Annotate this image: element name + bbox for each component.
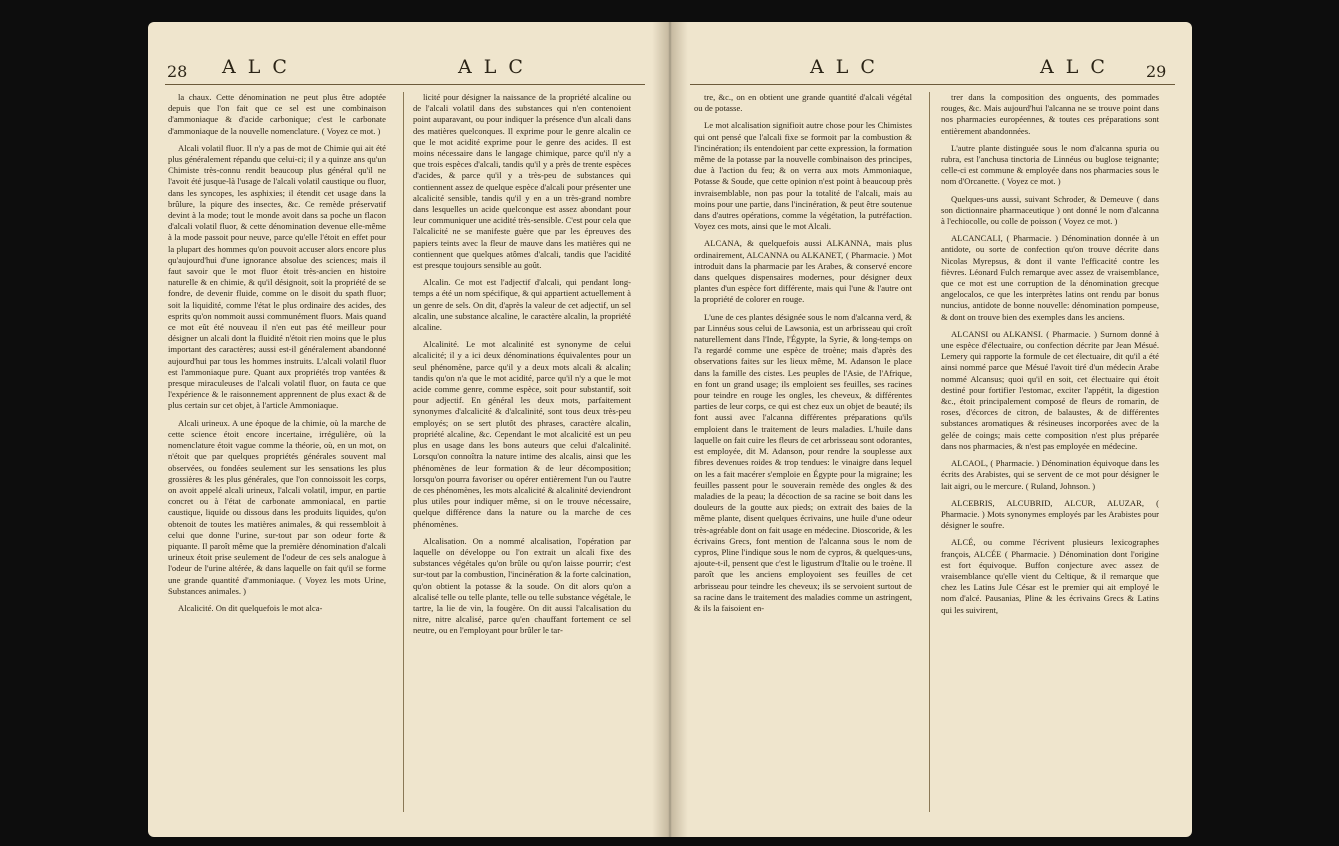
paragraph: Alcalinité. Le mot alcalinité est synonyme de celui alcalicité; il y a ici deux dénominations équivalentes pour un seul phénomène, parce qu'il y a deux mots alcali & alcalin; tandis qu'on n'a que le mot acidité, parce qu'il n'y a que le mot acide comme genre, comme espèce, soit pour substantif, soit pour adjectif. En général les deux mots, parfaitement synonymes d'alcalicité & d'alcalinité, sont tous deux très-peu employés; on se sert plutôt des phrases, caractère alcalin, propriété alcaline, &c. Cependant le mot alcalicité est un peu plus en usage dans les bons auteurs que celui d'alcalinité. Lorsqu'on connoîtra la nature intime des alcalis, ainsi que les phénomènes de leur formation & de leur décomposition; lorsqu'on pourra favoriser ou opérer entièrement l'un ou l'autre de ces phénomènes, les mots alcalicité & alcalinité deviendront plus utiles pour indiquer même, si on le trouve nécessaire, quelque différence dans la nature ou la marche de ces phénomènes. <box>413 339 631 529</box>
right-header-center: A L C <box>810 56 878 78</box>
paragraph: L'une de ces plantes désignée sous le nom d'alcanna verd, & par Linnéus sous celui de Lawsonia, est un arbrisseau qui croît naturellement dans l'Inde, l'Égypte, la Syrie, & long-temps on l'a regardé comme une espèce de troène; mais d'après des observations faites sur les lieux même, M. Adanson le place dans la famille des cistes. Les peuples de l'Asie, de l'Afrique, en font un grand usage; ils emploient ses feuilles, ses racines pour teindre en rouge les ongles, les cheveux, & différentes parties de leur corps, ce qui est chez eux un objet de beauté; ils font aussi avec l'alcanna différentes préparations qu'ils emploient dans le traitement de leurs maladies. L'huile dans laquelle on fait cuire les fleurs de cet arbrisseau sont odorantes, est employée, dit M. Adanson, pour rendre la souplesse aux fibres devenues roides & trop tendues: le vinaigre dans lequel on les a fait macérer s'emploie en Égypte pour la migraine; les feuilles passent pour le souverain remède des ongles & des maladies de la peau; la décoction de sa racine se boit dans les douleurs de la goutte aux pieds; on extrait des baies de la même plante, disent quelques écrivains, une huile d'une odeur très-agréable dont on fait usage en médecine. Dioscoride, & les écrivains Grecs, font mention de l'alcanna sous le nom de cypros, Pline l'indique sous le nom de cypros, & quelques-uns, ajoute-t-il, pensent que c'est le ligustrum d'Italie ou le troène. Il paroît que les anciens employoient ses feuilles de cet arbrisseau pour teindre les cheveux; ils se servoient surtout de sa racine dans le traitement des maladies comme un astringent, & ils la faisoient en- <box>694 311 912 613</box>
paragraph: ALCANCALI, ( Pharmacie. ) Dénomination donnée à un antidote, ou sorte de confection qu'on trouve décrite dans Nicolas Myrepsus, & dont il vante l'efficacité contre les fièvres. Léonard Fulch remarque avec assez de vraisemblance, que ce mot est une corruption de la dénomination grecque angelocalos, ce que les interprètes latins ont rendu par bonus nuncius, antidote de bonne nouvelle: dénomination pompeuse, & dont on trouve bien des exemples dans les anciens. <box>941 233 1159 322</box>
left-header-left: A L C <box>222 56 290 78</box>
paragraph: Le mot alcalisation signifioit autre chose pour les Chimistes qui ont pensé que l'alcali fixe se formoit par la combustion & l'incinération; ils entendoient par cette expression, la formation même de la potasse par la nouvelle combinaison des principes, due à l'action du feu; & on verra aux mots Ammoniaque, Potasse & Soude, que cette opinion n'est point à beaucoup près invraisemblable, non pas pour la totalité de l'alcali, mais au moins pour une partie, dans l'incinération, & peut être soutenue dans d'autres opérations, comme la végétation, la putréfaction. Voyez ces mots, ainsi que le mot Alcali. <box>694 120 913 232</box>
paragraph: tre, &c., on en obtient une grande quantité d'alcali végétal ou de potasse. <box>694 92 912 114</box>
book-gutter <box>652 22 688 837</box>
right-column-2 <box>941 92 1159 622</box>
paragraph: ALCANA, & quelquefois aussi ALKANNA, mais plus ordinairement, ALCANNA ou ALKANET, ( Pharmacie. ) Mot introduit dans la pharmacie par les Arabes, & conservé encore dans quelques dispensaires modernes, pour désigner deux plantes d'un espèce fort différente, mais qui l'une & l'autre ont la propriété de colorer en rouge. <box>694 238 912 305</box>
right-column-1 <box>694 92 912 620</box>
paragraph: Alcali volatil fluor. Il n'y a pas de mot de Chimie qui ait été plus généralement répandu que celui-ci; il y a quinze ans qu'un Chimiste très-connu rendit beaucoup plus général qu'il ne l'avoit été jusque-là l'usage de l'alcali volatil caustique ou fluor, dans les syncopes, les asphixies; il étendit cet usage dans la brûlure, la piqure des insectes, &c. Ce remède préservatif devint à la mode; tout le monde avoit dans sa poche un flacon d'alcali volatil fluor, & cette dénomination devenue elle-même à la mode passoit pour neuve, parce qu'elle l'étoit en effet pour la plupart des hommes qu'on pouvoit accuser alors encore plus qu'aujourd'hui d'une ignorance absolue des sciences; mais il faut savoir que le mot fluor étoit très-ancien en histoire naturelle & en chimie, & qu'il désignoit, soit la propriété de se fondre, de devenir fluide, comme on le disoit du spath fluor; soit la liquidité, comme l'état le plus ordinaire des acides, des esprits qu'on nommoit aussi communément fluors. Mais quand ce mot eût été nouveau il n'en eut pas été meilleur pour désigner un alcali dont la fluidité n'étoit rien moins que le plus important des caractères; aussi est-il généralement abandonné aujourd'hui par tous les hommes instruits. L'alcali volatil fluor est l'ammoniaque pure. Quant aux propriétés trop vantées & presque miraculeuses de l'alcali volatil fluor, on fauta ce que l'expérience & le raisonnement apprennent de plus exact & de plus certain sur cet objet, à l'article Ammoniaque. <box>168 142 386 411</box>
paragraph: ALCÉ, ou comme l'écrivent plusieurs lexicographes françois, ALCÉE ( Pharmacie. ) Dénomination dont l'origine est fort équivoque. Buffon conjecture avec assez de vraisemblance qu'elle vient du Celtique, & il remarque que chez les Latins Jule César est le premier qui ait employé le nom d'alcé. Pausanias, Pline & les écrivains Grecs & Latins qui les suivirent, <box>941 537 1159 615</box>
paragraph: la chaux. Cette dénomination ne peut plus être adoptée depuis que l'on fait que ce sel est une combinaison d'ammoniaque & d'acide carbonique; c'est le carbonate d'ammoniaque de la nouvelle nomenclature. ( Voyez ce mot. ) <box>168 92 386 136</box>
paragraph: ALCAOL, ( Pharmacie. ) Dénomination équivoque dans les écrits des Arabistes, qui se servent de ce mot pour désigner le lait aigri, ou le mercure. ( Ruland, Johnson. ) <box>941 458 1159 491</box>
paragraph: ALCEBRIS, ALCUBRID, ALCUR, ALUZAR, ( Pharmacie. ) Mots synonymes employés par les Arabistes pour désigner le soufre. <box>941 497 1159 531</box>
left-column-divider <box>403 92 404 812</box>
left-column-2 <box>413 92 631 643</box>
paragraph: licité pour désigner la naissance de la propriété alcaline ou de l'alcali volatil dans des substances qui n'en contenoient point auparavant, ou pour indiquer la présence d'un alcali dans des matières quelconques. Il exprime pour le genre alcalin ce que le mot acidité exprime pour le genre des acides. Il est moins nécessaire dans le langage chimique, parce qu'il n'y a que trois espèces d'alcali, tandis qu'il y a près de trente espèces d'acides, & parce qu'il y a très-peu de substances qui contiennent assez de quelque espèce d'alcali pour présenter une alcalicité sensible, tandis qu'il y en a un très-grand nombre dans lesquelles un acide quelconque est assez abondant pour leur communiquer une acidité très-sensible. C'est pour cela que l'alcalicité ne se manifeste guère que par les épreuves des papiers teints avec la fleur de mauve dans les matières qui ne contiennent que quelques atômes d'alcali, tandis que l'acidité est presque toujours sensible au goût. <box>413 92 631 271</box>
right-page-number: 29 <box>1146 62 1167 81</box>
left-header-center: A L C <box>458 56 526 78</box>
left-column-1 <box>168 92 386 620</box>
right-header-rule <box>690 84 1175 85</box>
paragraph: L'autre plante distinguée sous le nom d'alcanna spuria ou rubra, est l'anchusa tinctoria de Linnéus ou buglose teignante; celle-ci est commune & employée dans nos pharmacies sous le nom d'Orcanette. ( Voyez ce mot. ) <box>941 142 1159 187</box>
paragraph: Alcalicité. On dit quelquefois le mot alca- <box>178 602 323 613</box>
right-header-right: A L C <box>1040 56 1108 78</box>
paragraph: Alcalisation. On a nommé alcalisation, l'opération par laquelle on développe ou l'on extrait un alcali fixe des substances végétales qu'on brûle ou qu'on laisse pourrir; c'est sur-tout par la combustion, l'incinération & la forte calcination, qu'on obtient la potasse & la soude. On dit alors qu'on a alcalisé telle ou telle plante, telle ou telle substance végétale, le tartre, la lie de vin, la fougère. On dit aussi l'alcalisation du nitre, nitre alcalisé, parce qu'en chauffant fortement ce sel neutre, ou en l'employant pour brûler le tar- <box>413 535 631 636</box>
paragraph: Alcalin. Ce mot est l'adjectif d'alcali, qui pendant long-temps a été un nom spécifique, & qui appartient actuellement à un genre de sels. On dit, d'après la valeur de cet adjectif, un sel alcalin, une substance alcaline, le caractère alcalin, la propriété alcaline. <box>413 277 631 333</box>
paragraph: Alcali urineux. A une époque de la chimie, où la marche de cette science étoit encore incertaine, irrégulière, où la nomenclature étoit vague comme la théorie, où, en un mot, on n'étoit que par quelques propriétés générales souvent mal observées, ou fondées seulement sur les sensations les plus grossières & les plus générales, que l'on connoissoit les corps, on avoit appelé alcali urineux, l'alcali volatil, impur, en partie concret ou à l'état de carbonate ammoniacal, en partie caustique, liquide ou dissous dans les produits liquides, qu'on obtenoit de toutes les matières animales, & qui ressembloit à celui que donne l'urine, sur-tout par son odeur forte & piquante. Il paroît même que la première dénomination d'alcali urineux étoit prise seulement de l'odeur de ces sels analogue à l'odeur de l'urine altérée, & dans laquelle on fait qu'il se forme une grande quantité d'ammoniaque. ( Voyez les mots Urine, Substances animales. ) <box>168 417 386 596</box>
paragraph: trer dans la composition des onguents, des pommades rouges, &c. Mais aujourd'hui l'alcanna ne se trouve point dans nos pharmacies européennes, & toutes ces préparations sont entièrement abandonnées. <box>941 92 1159 136</box>
paragraph: Quelques-uns aussi, suivant Schroder, & Demeuve ( dans son dictionnaire pharmaceutique ) ont donné le nom d'alcanna à l'echiocolle, ou colle de poisson ( Voyez ce mot. ) <box>941 193 1159 227</box>
left-header-rule <box>165 84 645 85</box>
paragraph: ALCANSI ou ALKANSI. ( Pharmacie. ) Surnom donné à une espèce d'électuaire, ou confection décrite par Jean Mésué. Lemery qui rapporte la formule de cet électuaire, dit qu'il a été ainsi nommé parce que Mésué l'avoit tiré d'un médecin Arabe nommé Alcansus; quoi qu'il en soit, cet électuaire qui étoit destiné pour fortifier l'estomac, exciter l'appétit, la digestion &c., étoit principalement composé de fleurs de romarin, de roses, d'écorces de citron, de balaustes, & de différentes substances aromatiques & résineuses incorporées avec de la gelée de coings; mais cette composition n'est plus préparée dans nos pharmacies, & n'est pas employée en médecine. <box>941 328 1159 451</box>
left-page-number: 28 <box>167 62 188 81</box>
right-column-divider <box>929 92 930 812</box>
